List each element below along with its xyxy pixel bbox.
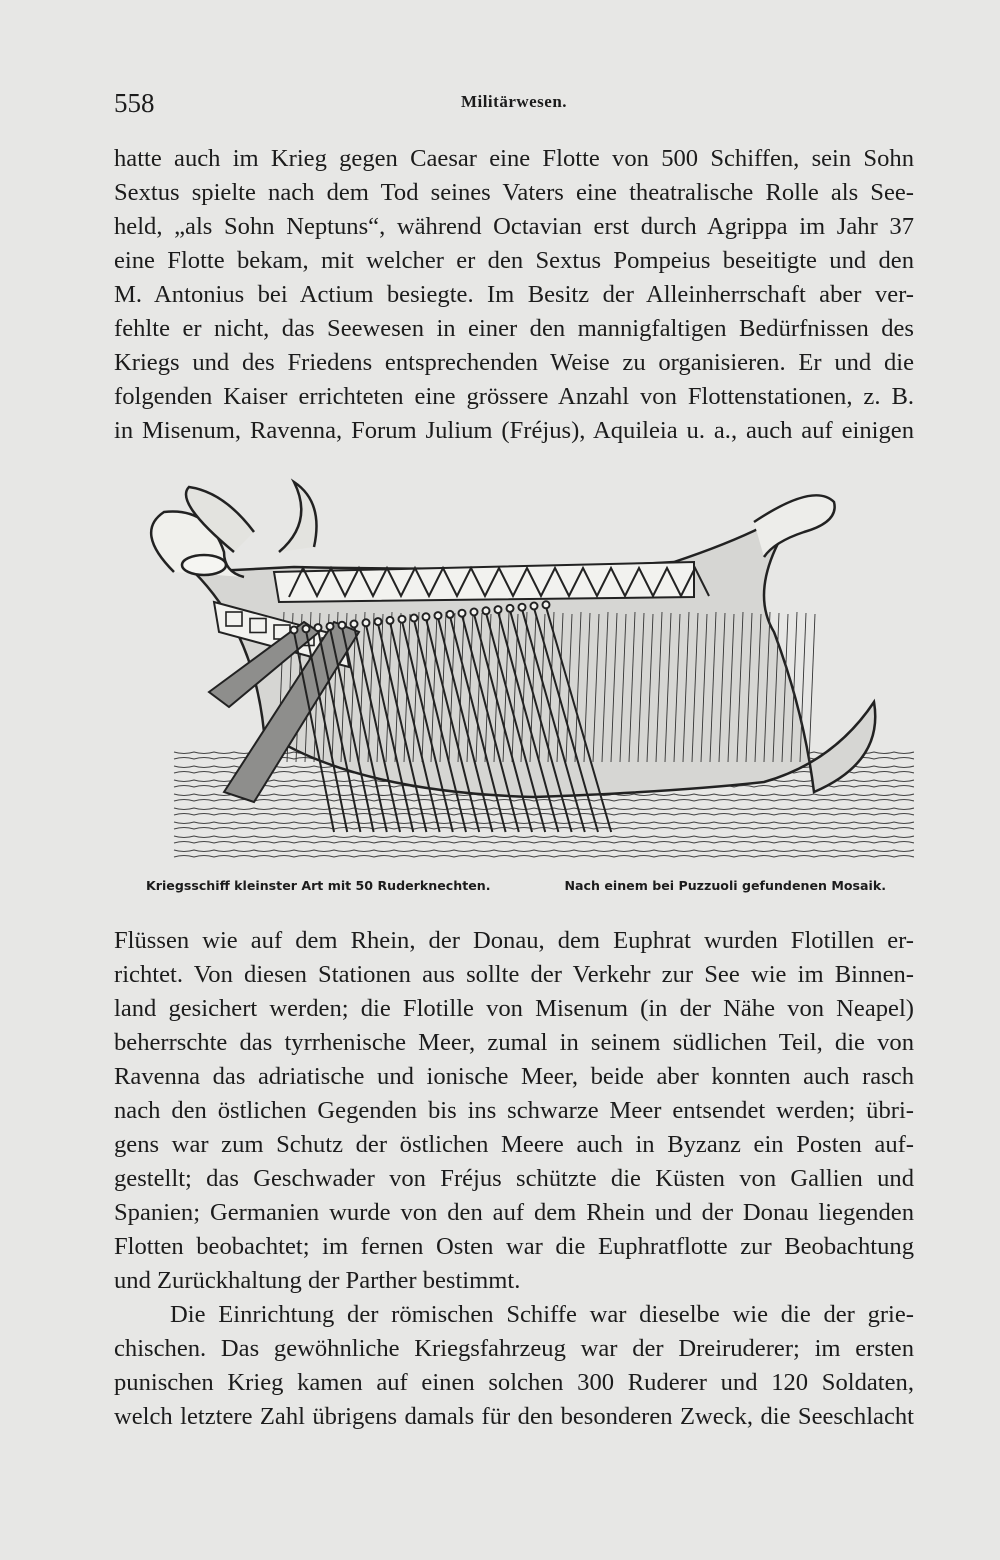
text-line: Kriegs und des Friedens entsprechenden Weise zu organisieren. Er und die — [114, 349, 914, 376]
water-line — [174, 850, 914, 852]
water-line — [174, 822, 914, 824]
text-line: Spanien; Germanien wurde von den auf dem Rhein und der Donau liegenden — [114, 1199, 914, 1226]
oarlock — [471, 609, 478, 616]
text-line: M. Antonius bei Actium besiegte. Im Besitz der Alleinherrschaft aber ver- — [114, 281, 914, 308]
water-line — [174, 836, 914, 838]
text-line: punischen Krieg kamen auf einen solchen 300 Ruderer und 120 Soldaten, — [114, 1369, 914, 1396]
text-line: und Zurückhaltung der Parther bestimmt. — [114, 1267, 521, 1294]
text-line: fehlte er nicht, das Seewesen in einer den mannigfaltigen Bedürfnissen des — [114, 315, 914, 342]
oarlock — [399, 616, 406, 623]
text-line: Flüssen wie auf dem Rhein, der Donau, dem Euphrat wurden Flotillen er- — [114, 927, 914, 954]
oarlock — [339, 622, 346, 629]
text-line: chischen. Das gewöhnliche Kriegsfahrzeug war der Dreiruderer; im ersten — [114, 1335, 914, 1362]
oarlock — [291, 627, 298, 634]
oarlock — [543, 601, 550, 608]
water-line — [174, 800, 914, 802]
text-line: beherrschte das tyrrhenische Meer, zumal in seinem südlichen Teil, die von — [114, 1029, 914, 1056]
warship-figure — [114, 462, 914, 872]
oarlock — [387, 617, 394, 624]
text-line: held, „als Sohn Neptuns“, während Octavian erst durch Agrippa im Jahr 37 — [114, 213, 914, 240]
paragraph-bottom — [114, 924, 914, 1434]
caption-left: Kriegsschiff kleinster Art mit 50 Ruderknechten. — [146, 878, 491, 893]
oarlock — [411, 615, 418, 622]
prow-ring — [182, 555, 226, 575]
stern-volute — [754, 495, 835, 557]
text-line: gens war zum Schutz der östlichen Meere auch in Byzanz ein Posten auf- — [114, 1131, 914, 1158]
oarlock — [303, 625, 310, 632]
prow-horn — [279, 482, 317, 552]
water-line — [174, 814, 914, 816]
page-number: 558 — [114, 88, 155, 118]
caption-right: Nach einem bei Puzzuoli gefundenen Mosaik. — [564, 878, 886, 893]
text-line: nach den östlichen Gegenden bis ins schwarze Meer entsendet werden; übri- — [114, 1097, 914, 1124]
text-line: gestellt; das Geschwader von Fréjus schützte die Küsten von Gallien und — [114, 1165, 914, 1192]
text-line: folgenden Kaiser errichteten eine grössere Anzahl von Flottenstationen, z. B. — [114, 383, 914, 410]
oarlock — [507, 605, 514, 612]
text-line: Die Einrichtung der römischen Schiffe war dieselbe wie die der grie- — [170, 1301, 914, 1328]
water-line — [174, 808, 914, 810]
oarlock — [351, 621, 358, 628]
hull-hatch-line — [809, 614, 815, 762]
warship-engraving-icon — [114, 462, 914, 872]
oarlock — [447, 611, 454, 618]
text-line: land gesichert werden; die Flotille von Misenum (in der Nähe von Neapel) — [114, 995, 914, 1022]
text-line: Sextus spielte nach dem Tod seines Vaters eine theatralische Rolle als See- — [114, 179, 914, 206]
text-line: Flotten beobachtet; im fernen Osten war die Euphratflotte zur Beobachtung — [114, 1233, 914, 1260]
oarlock — [531, 603, 538, 610]
water-line — [174, 856, 914, 858]
oarlock — [375, 618, 382, 625]
text-line: Ravenna das adriatische und ionische Meer, beide aber konnten auch rasch — [114, 1063, 914, 1090]
oarlock — [315, 624, 322, 631]
text-line: eine Flotte bekam, mit welcher er den Sextus Pompeius beseitigte und den — [114, 247, 914, 274]
oarlock — [495, 606, 502, 613]
oarlock — [459, 610, 466, 617]
oarlock — [435, 612, 442, 619]
oarlock — [327, 623, 334, 630]
running-title: Militärwesen. — [460, 92, 568, 111]
text-line: hatte auch im Krieg gegen Caesar eine Flotte von 500 Schiffen, sein Sohn — [114, 145, 914, 172]
oarlock — [519, 604, 526, 611]
oarlock — [423, 613, 430, 620]
oarlock — [363, 619, 370, 626]
water-line — [174, 842, 914, 844]
figure-caption — [146, 876, 886, 898]
page-header — [114, 88, 914, 120]
paragraph-top — [114, 142, 914, 448]
text-line: welch letztere Zahl übrigens damals für den besonderen Zweck, die Seeschlacht — [114, 1403, 914, 1430]
text-line: in Misenum, Ravenna, Forum Julium (Fréjus), Aquileia u. a., auch auf einigen — [114, 417, 914, 444]
text-line: richtet. Von diesen Stationen aus sollte der Verkehr zur See wie im Binnen- — [114, 961, 914, 988]
oarlock — [483, 607, 490, 614]
